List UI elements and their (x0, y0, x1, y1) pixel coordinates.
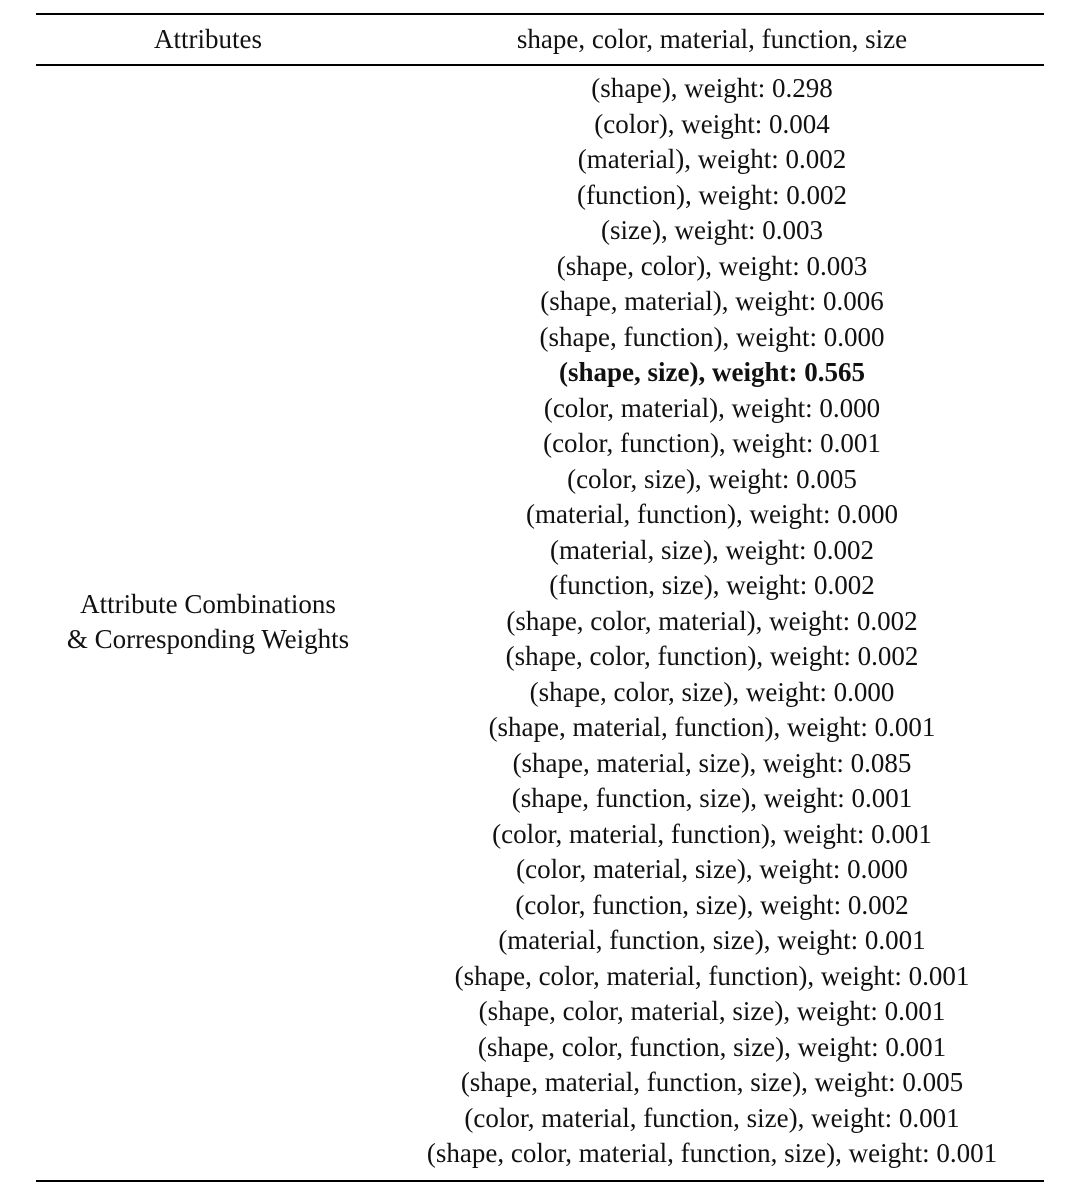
combination-row: (color, function), weight: 0.001 (543, 428, 881, 458)
combination-row: (shape, function, size), weight: 0.001 (511, 783, 913, 813)
row-label-line-2: & Corresponding Weights (66, 624, 350, 654)
row-label-line-1: Attribute Combinations (80, 589, 336, 619)
combination-row: (function), weight: 0.002 (577, 179, 847, 210)
combination-row: (shape, color, function), weight: 0.002 (505, 641, 919, 671)
combination-row: (shape, material, function, size), weight: 0.005 (460, 1067, 964, 1097)
combination-row: (shape, color, function, size), weight: 0.001 (477, 1031, 947, 1062)
table-bottom-rule (36, 1180, 1044, 1182)
combination-row: (shape, material), weight: 0.006 (540, 286, 884, 316)
combination-row: (shape, function), weight: 0.000 (539, 321, 885, 352)
combination-row: (shape, color, material, function), weight: 0.001 (454, 960, 970, 991)
combination-row: (shape, color, material), weight: 0.002 (506, 605, 918, 636)
combination-row: (color, material, function, size), weight: 0.001 (464, 1102, 960, 1133)
combination-row: (material, function), weight: 0.000 (526, 499, 898, 529)
combination-row: (shape, color, size), weight: 0.000 (529, 676, 895, 707)
combination-row: (color, size), weight: 0.005 (567, 463, 857, 494)
combination-list (380, 71, 1044, 1172)
combination-row: (shape, color), weight: 0.003 (556, 250, 868, 281)
combination-row: (color, material, function), weight: 0.001 (492, 818, 932, 849)
header-attribute-list: shape, color, material, function, size (516, 24, 908, 54)
combination-row: (size), weight: 0.003 (601, 215, 823, 245)
combination-row: (function, size), weight: 0.002 (549, 570, 875, 600)
combination-row: (material), weight: 0.002 (577, 144, 847, 174)
combination-row: (shape, color, material, size), weight: 0.001 (478, 996, 946, 1026)
combination-row: (shape, color, material, function, size), weight: 0.001 (426, 1138, 998, 1168)
combination-row: (shape), weight: 0.298 (591, 73, 833, 103)
combination-row: (shape, size), weight: 0.565 (559, 357, 865, 387)
row-label (36, 587, 380, 657)
header-attributes: Attributes (154, 24, 262, 54)
combination-row: (color, function, size), weight: 0.002 (515, 889, 909, 920)
combination-row: (shape, material, function), weight: 0.001 (488, 712, 936, 742)
combination-row: (color, material), weight: 0.000 (543, 392, 881, 423)
combination-row: (shape, material, size), weight: 0.085 (512, 747, 912, 778)
combination-row: (material, function, size), weight: 0.001 (498, 925, 926, 955)
combination-row: (color), weight: 0.004 (594, 108, 830, 139)
combination-row: (color, material, size), weight: 0.000 (516, 854, 908, 884)
combination-row: (material, size), weight: 0.002 (550, 534, 874, 565)
table-header-rule (36, 64, 1044, 66)
table-top-rule (36, 13, 1044, 15)
